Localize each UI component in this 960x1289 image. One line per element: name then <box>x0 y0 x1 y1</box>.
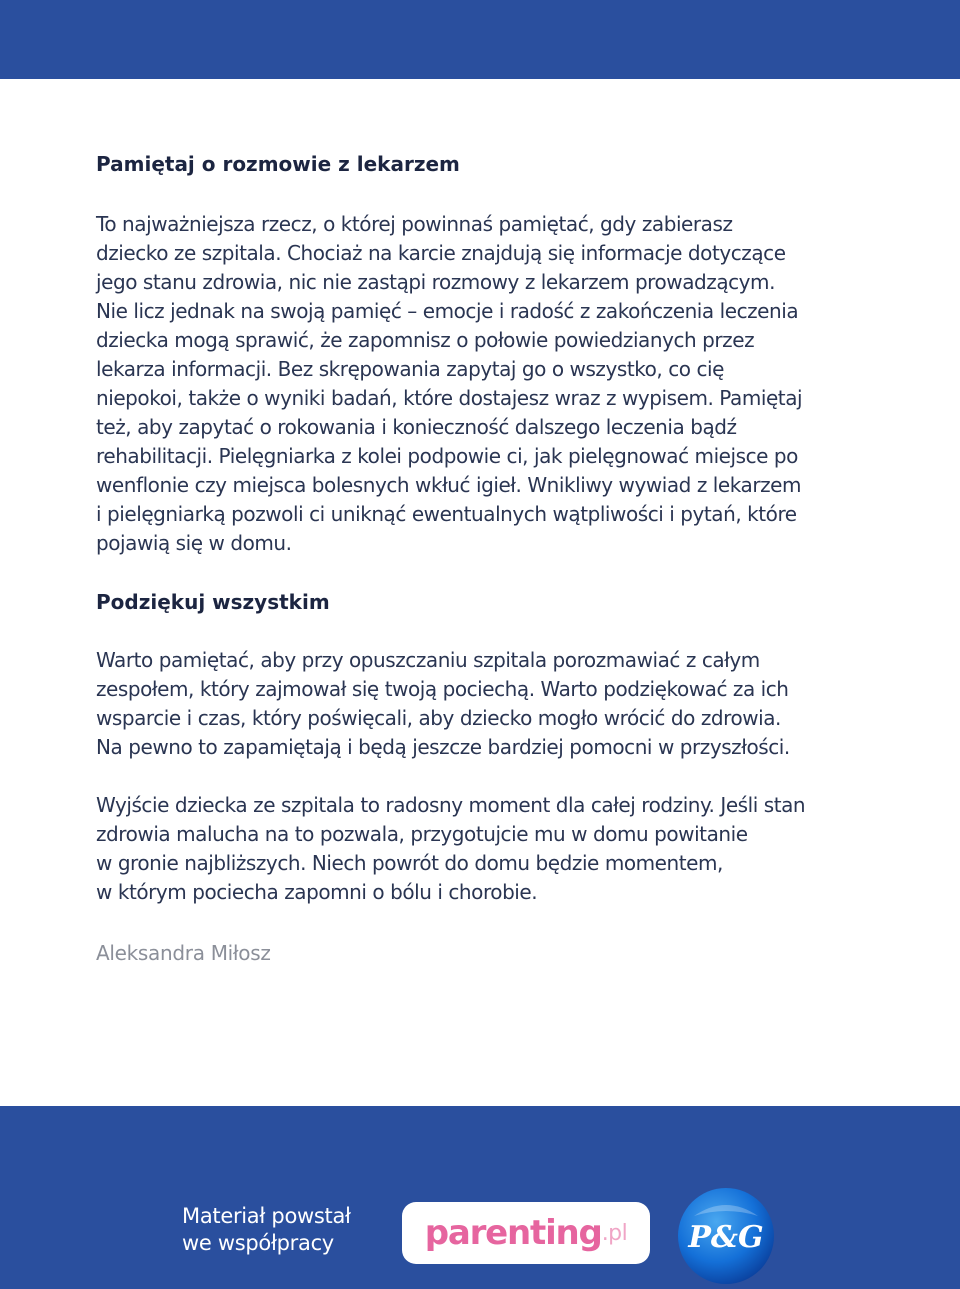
text-line: wenflonie czy miejsca bolesnych wkłuć igieł. Wnikliwy wywiad z lekarzem <box>96 473 802 497</box>
text-line: też, aby zapytać o rokowania i konieczność dalszego leczenia bądź <box>96 415 737 439</box>
text-line: pojawią się w domu. <box>96 531 292 555</box>
text-line: Warto pamiętać, aby przy opuszczaniu szpitala porozmawiać z całym <box>96 648 760 672</box>
top-banner <box>0 0 960 79</box>
article-body <box>96 150 876 967</box>
text-line: dziecka mogą sprawić, że zapomnisz o połowie powiedzianych przez <box>96 328 755 352</box>
text-line: w którym pociecha zapomni o bólu i chorobie. <box>96 880 538 904</box>
author-name: Aleksandra Miłosz <box>96 941 271 965</box>
parenting-logo <box>402 1202 650 1264</box>
pg-logo-text: P&G <box>688 1220 764 1255</box>
text-line: w gronie najbliższych. Niech powrót do domu będzie momentem, <box>96 851 723 875</box>
text-line: wsparcie i czas, który poświęcali, aby dziecko mogło wrócić do zdrowia. <box>96 706 781 730</box>
text-line: Na pewno to zapamiętają i będą jeszcze bardziej pomocni w przyszłości. <box>96 735 790 759</box>
text-line: Wyjście dziecka ze szpitala to radosny moment dla całej rodziny. Jeśli stan <box>96 793 806 817</box>
text-line: zespołem, który zajmował się twoją pociechą. Warto podziękować za ich <box>96 677 789 701</box>
footer-banner <box>0 1106 960 1289</box>
text-line: i pielęgniarką pozwoli ci uniknąć ewentualnych wątpliwości i pytań, które <box>96 502 797 526</box>
pg-logo-icon <box>676 1186 776 1286</box>
text-line: lekarza informacji. Bez skrępowania zapytaj go o wszystko, co cię <box>96 357 724 381</box>
paragraph-talk-to-doctor <box>96 210 876 558</box>
section-heading-talk-to-doctor: Pamiętaj o rozmowie z lekarzem <box>96 152 460 176</box>
text-line: Nie licz jednak na swoją pamięć – emocje i radość z zakończenia leczenia <box>96 299 799 323</box>
text-line: niepokoi, także o wyniki badań, które dostajesz wraz z wypisem. Pamiętaj <box>96 386 803 410</box>
text-line: zdrowia malucha na to pozwala, przygotujcie mu w domu powitanie <box>96 822 748 846</box>
paragraph-thank-team <box>96 646 876 762</box>
collaboration-line: Materiał powstał <box>182 1204 351 1228</box>
section-heading-thank-everyone: Podziękuj wszystkim <box>96 590 330 614</box>
parenting-logo-tld: .pl <box>601 1220 628 1246</box>
text-line: jego stanu zdrowia, nic nie zastąpi rozmowy z lekarzem prowadzącym. <box>96 270 775 294</box>
text-line: rehabilitacji. Pielęgniarka z kolei podpowie ci, jak pielęgnować miejsce po <box>96 444 798 468</box>
paragraph-welcome-home <box>96 791 876 907</box>
parenting-logo-word: parenting <box>424 1213 602 1253</box>
collaboration-note <box>182 1203 351 1257</box>
text-line: To najważniejsza rzecz, o której powinnaś pamiętać, gdy zabierasz <box>96 212 733 236</box>
text-line: dziecko ze szpitala. Chociaż na karcie znajdują się informacje dotyczące <box>96 241 786 265</box>
collaboration-line: we współpracy <box>182 1231 334 1255</box>
